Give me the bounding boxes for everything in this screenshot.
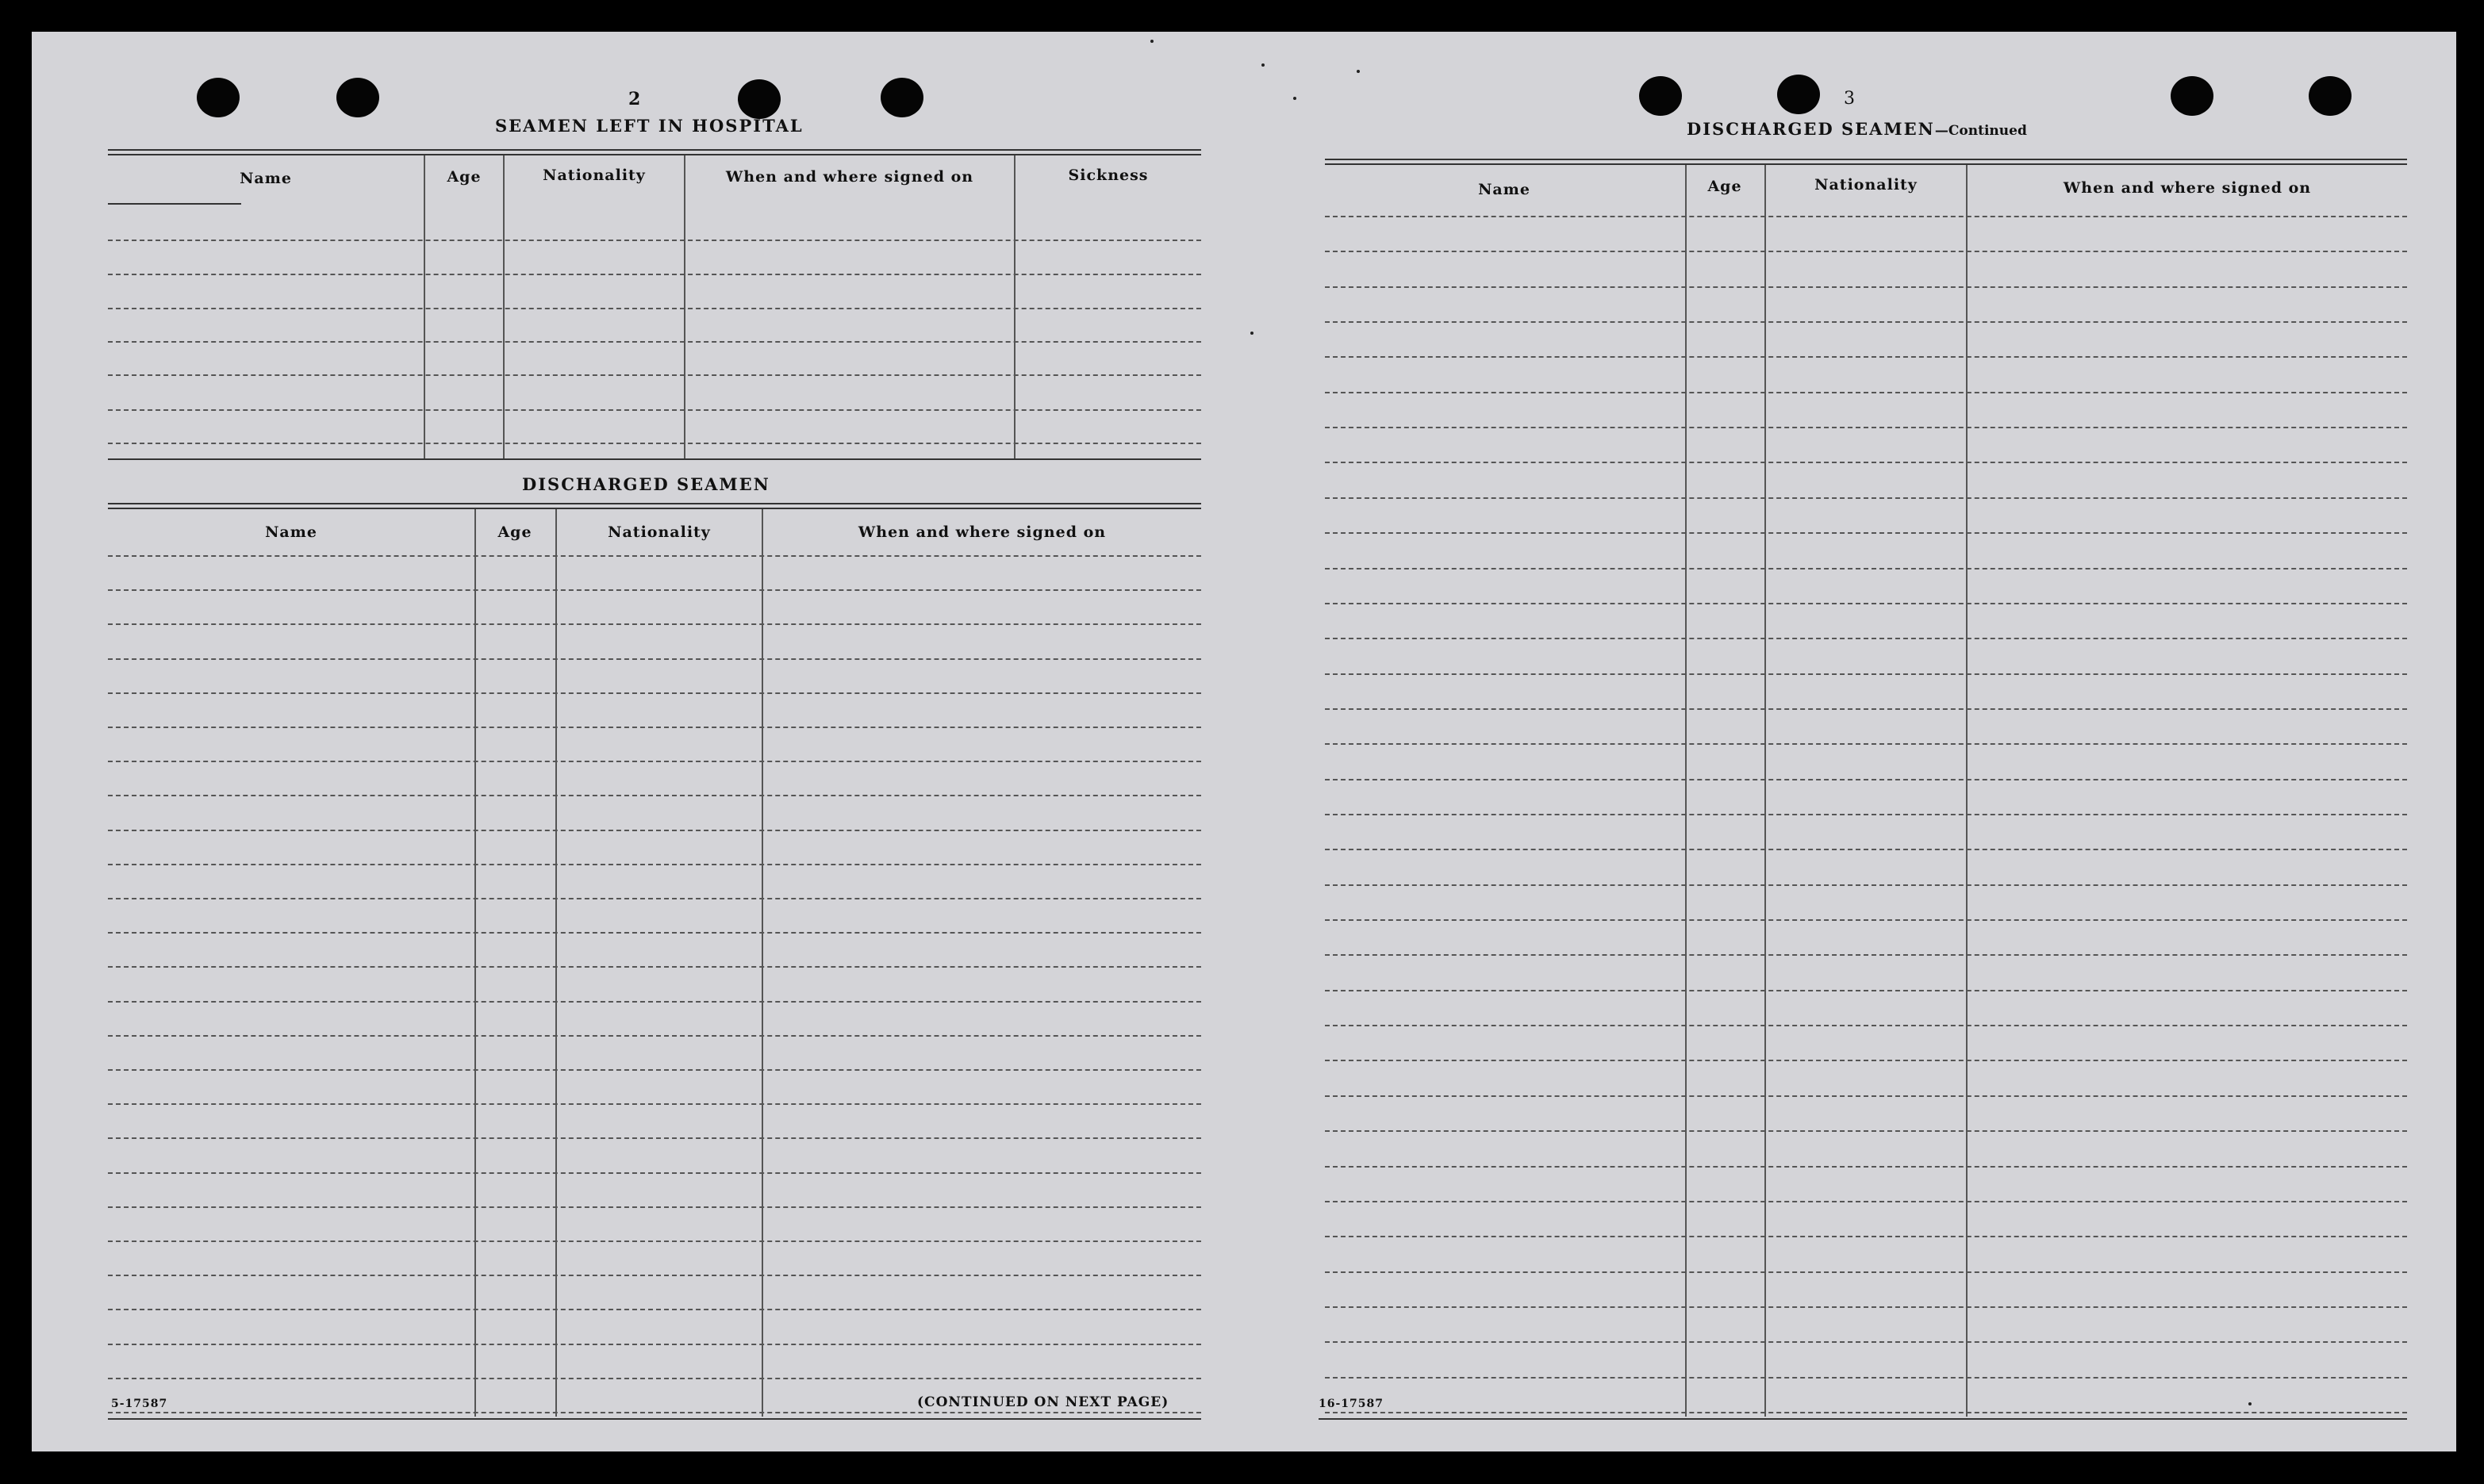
- hospital-header-signed-on: When and where signed on: [725, 168, 974, 186]
- ledger-row-line: [108, 1137, 1201, 1139]
- ledger-row-line: [1325, 1377, 2407, 1379]
- ledger-row-line: [108, 1241, 1201, 1242]
- ledger-row-line: [1325, 251, 2407, 252]
- ledger-row-line: [108, 555, 1201, 557]
- punch-hole: [336, 78, 379, 117]
- discharged-continued-title: [1687, 119, 2027, 139]
- hospital-row-line: [108, 341, 1201, 343]
- ledger-row-line: [1325, 849, 2407, 850]
- ledger-row-line: [1325, 497, 2407, 499]
- ledger-row-line: [1325, 568, 2407, 569]
- discharged-header-name: Name: [265, 523, 317, 541]
- ledger-row-line: [1325, 216, 2407, 217]
- ledger-row-line: [1325, 427, 2407, 428]
- ledger-row-line: [1325, 1306, 2407, 1308]
- ledger-row-line: [108, 1412, 1201, 1413]
- hospital-row-line: [108, 409, 1201, 411]
- ledger-row-line: [1325, 1236, 2407, 1237]
- ledger-row-line: [108, 830, 1201, 831]
- paper-speck: [1250, 332, 1254, 335]
- ledger-row-line: [1325, 392, 2407, 393]
- ledger-row-line: [1325, 532, 2407, 534]
- ledger-row-line: [1325, 286, 2407, 288]
- ledger-row-line: [1325, 1060, 2407, 1061]
- hospital-column-divider: [424, 155, 425, 458]
- discharged-top-rule: [108, 503, 1201, 504]
- paper-speck: [2248, 1402, 2252, 1405]
- ledger-row-line: [1325, 356, 2407, 358]
- hospital-header-rule: [108, 203, 241, 205]
- ledger-row-line: [108, 1378, 1201, 1379]
- ledger-row-line: [1325, 321, 2407, 323]
- punch-hole: [2309, 76, 2352, 116]
- ledger-row-line: [108, 1344, 1201, 1345]
- discharged-top-rule: [108, 508, 1201, 509]
- hospital-header-age: Age: [447, 168, 482, 186]
- right-column-divider: [1764, 165, 1766, 1417]
- hospital-row-line: [108, 374, 1201, 376]
- ledger-row-line: [1325, 1130, 2407, 1132]
- punch-hole: [197, 78, 240, 117]
- ledger-row-line: [1325, 1095, 2407, 1097]
- hospital-header-sickness: Sickness: [1068, 167, 1149, 184]
- ledger-row-line: [108, 1103, 1201, 1105]
- paper-speck: [1357, 70, 1360, 73]
- hospital-row-line: [108, 274, 1201, 275]
- hospital-row-line: [108, 443, 1201, 444]
- ledger-row-line: [1325, 884, 2407, 886]
- discharged-section-title: DISCHARGED SEAMEN: [522, 474, 770, 494]
- ledger-row-line: [108, 898, 1201, 899]
- hospital-column-divider: [503, 155, 505, 458]
- ledger-row-line: [108, 864, 1201, 865]
- ledger-row-line: [108, 1309, 1201, 1310]
- ledger-row-line: [1325, 1271, 2407, 1273]
- continued-note: (CONTINUED ON NEXT PAGE): [917, 1394, 1169, 1410]
- ledger-row-line: [108, 1172, 1201, 1174]
- ledger-row-line: [108, 692, 1201, 694]
- hospital-top-rule: [108, 149, 1201, 151]
- discharged-column-divider: [555, 509, 557, 1417]
- ledger-row-line: [1325, 1412, 2407, 1413]
- ledger-row-line: [1325, 990, 2407, 991]
- hospital-section-title: SEAMEN LEFT IN HOSPITAL: [495, 116, 804, 136]
- right-header-nationality: Nationality: [1814, 176, 1918, 194]
- ledger-row-line: [108, 1035, 1201, 1037]
- ledger-row-line: [1325, 638, 2407, 639]
- ledger-row-line: [1325, 1166, 2407, 1168]
- punch-hole: [738, 79, 781, 119]
- right-header-age: Age: [1707, 178, 1742, 195]
- ledger-row-line: [1325, 779, 2407, 780]
- ledger-row-line: [108, 1069, 1201, 1071]
- right-column-divider: [1966, 165, 1968, 1417]
- right-top-rule: [1325, 163, 2407, 165]
- paper-speck: [1293, 97, 1296, 100]
- discharged-header-signed-on: When and where signed on: [858, 523, 1107, 541]
- ledger-row-line: [1325, 673, 2407, 675]
- ledger-row-line: [108, 1206, 1201, 1208]
- hospital-row-line: [108, 240, 1201, 241]
- ledger-row-line: [1325, 743, 2407, 745]
- ledger-row-line: [108, 966, 1201, 968]
- ledger-row-line: [1325, 1201, 2407, 1202]
- ledger-row-line: [108, 1275, 1201, 1276]
- ledger-row-line: [108, 1001, 1201, 1003]
- ledger-row-line: [1325, 708, 2407, 710]
- discharged-column-divider: [474, 509, 476, 1417]
- continued-suffix: —Continued: [1934, 123, 2027, 139]
- paper-speck: [1150, 40, 1154, 43]
- ledger-row-line: [108, 658, 1201, 660]
- ledger-row-line: [108, 623, 1201, 625]
- punch-hole: [881, 78, 923, 117]
- discharged-continued-title-text: DISCHARGED SEAMEN: [1687, 119, 1935, 139]
- right-header-signed-on: When and where signed on: [2063, 179, 2312, 197]
- hospital-column-divider: [1014, 155, 1015, 458]
- ledger-row-line: [1325, 462, 2407, 463]
- right-page-number: 3: [1844, 89, 1855, 109]
- hospital-header-name: Name: [240, 170, 292, 187]
- left-form-number: 5-17587: [111, 1398, 168, 1410]
- paper-speck: [1261, 63, 1265, 67]
- right-top-rule: [1325, 159, 2407, 160]
- ledger-row-line: [1325, 1341, 2407, 1343]
- ledger-row-line: [1325, 603, 2407, 604]
- punch-hole: [2171, 76, 2213, 116]
- right-bottom-rule: [1319, 1418, 2407, 1420]
- discharged-bottom-rule: [108, 1418, 1201, 1420]
- discharged-header-age: Age: [497, 523, 532, 541]
- ledger-sheet: [32, 32, 2456, 1451]
- discharged-column-divider: [762, 509, 763, 1417]
- discharged-header-nationality: Nationality: [608, 523, 711, 541]
- ledger-row-line: [108, 795, 1201, 796]
- ledger-row-line: [108, 727, 1201, 728]
- punch-hole: [1777, 75, 1820, 114]
- ledger-row-line: [108, 589, 1201, 591]
- hospital-column-divider: [684, 155, 685, 458]
- hospital-bottom-rule: [108, 458, 1201, 460]
- ledger-row-line: [1325, 954, 2407, 956]
- hospital-row-line: [108, 308, 1201, 309]
- ledger-row-line: [1325, 919, 2407, 921]
- ledger-row-line: [108, 932, 1201, 934]
- punch-hole: [1639, 76, 1682, 116]
- right-header-name: Name: [1478, 181, 1530, 198]
- hospital-top-rule: [108, 154, 1201, 155]
- ledger-row-line: [108, 761, 1201, 762]
- right-form-number: 16-17587: [1319, 1398, 1384, 1410]
- ledger-row-line: [1325, 814, 2407, 815]
- left-page-number: 2: [628, 89, 641, 109]
- right-column-divider: [1685, 165, 1687, 1417]
- hospital-header-nationality: Nationality: [543, 167, 646, 184]
- ledger-row-line: [1325, 1025, 2407, 1026]
